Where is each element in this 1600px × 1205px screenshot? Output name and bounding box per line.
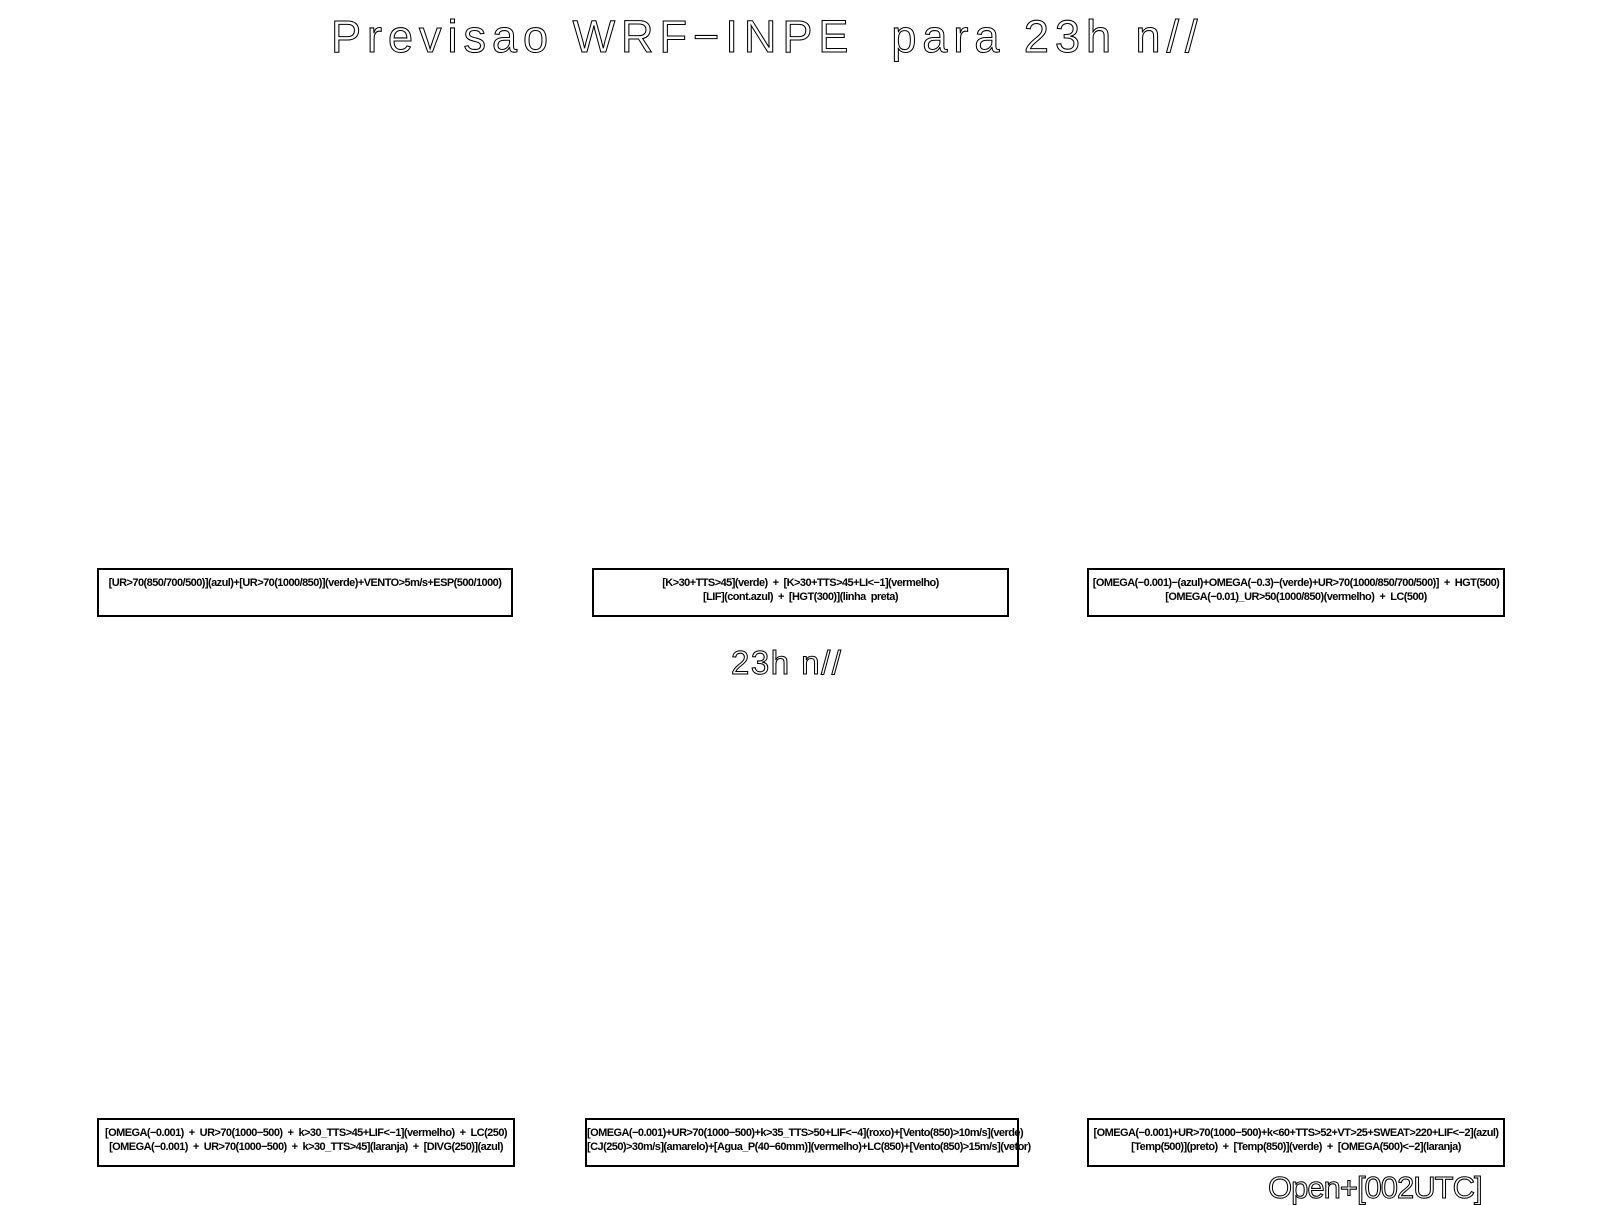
legend-line-1: [K>30+TTS>45](verde) + [K>30+TTS>45+LI<−1](vermelho) [662, 577, 939, 589]
legend-line-1: [UR>70(850/700/500)](azul)+[UR>70(1000/850)](verde)+VENTO>5m/s+ESP(500/1000) [108, 577, 502, 589]
legend-box-bottom-center [585, 1118, 1031, 1167]
legend-line-1: [OMEGA(−0.001)+UR>70(1000−500)+k>35_TTS>50+LIF<−4](roxo)+[Vento(850)>10m/s](verde) [587, 1127, 1024, 1139]
legend-box-bottom-left [97, 1118, 515, 1167]
legend-line-2: [CJ(250)>30m/s](amarelo)+[Agua_P(40−60mm)](vermelho)+LC(850)+[Vento(850)>15m/s](vetor) [587, 1140, 1031, 1153]
legend-box-top-center [592, 568, 1009, 617]
legend-line-1: [OMEGA(−0.001)−(azul)+OMEGA(−0.3)−(verde)+UR>70(1000/850/700/500)] + HGT(500) [1092, 577, 1500, 589]
legend-line-1: [OMEGA(−0.001)+UR>70(1000−500)+k<60+TTS>52+VT>25+SWEAT>220+LIF<−2](azul) [1093, 1127, 1499, 1139]
legend-box-top-right [1087, 568, 1505, 617]
legend-line-2: [Temp(500)](preto) + [Temp(850)](verde) + [OMEGA(500)<−2](laranja) [1131, 1140, 1461, 1153]
legend-line-1: [OMEGA(−0.001) + UR>70(1000−500) + k>30_TTS>45+LIF<−1](vermelho) + LC(250) [104, 1127, 508, 1139]
legend-line-2: [LIF](cont.azul) + [HGT(300)](linha preta) [703, 590, 898, 603]
page-title: Previsao WRF−INPE para 23h n// [331, 11, 1204, 62]
legend-box-bottom-right [1087, 1118, 1505, 1167]
forecast-hour-label: 23h n// [731, 644, 843, 681]
legend-line-2: [OMEGA(−0.01)_UR>50(1000/850)(vermelho) + LC(500) [1165, 590, 1427, 603]
legend-box-top-left [97, 568, 513, 617]
legend-line-2: [OMEGA(−0.001) + UR>70(1000−500) + k>30_TTS>45](laranja) + [DIVG(250)](azul) [109, 1140, 503, 1153]
footer-utc-label: Open+[002UTC] [1268, 1170, 1482, 1205]
